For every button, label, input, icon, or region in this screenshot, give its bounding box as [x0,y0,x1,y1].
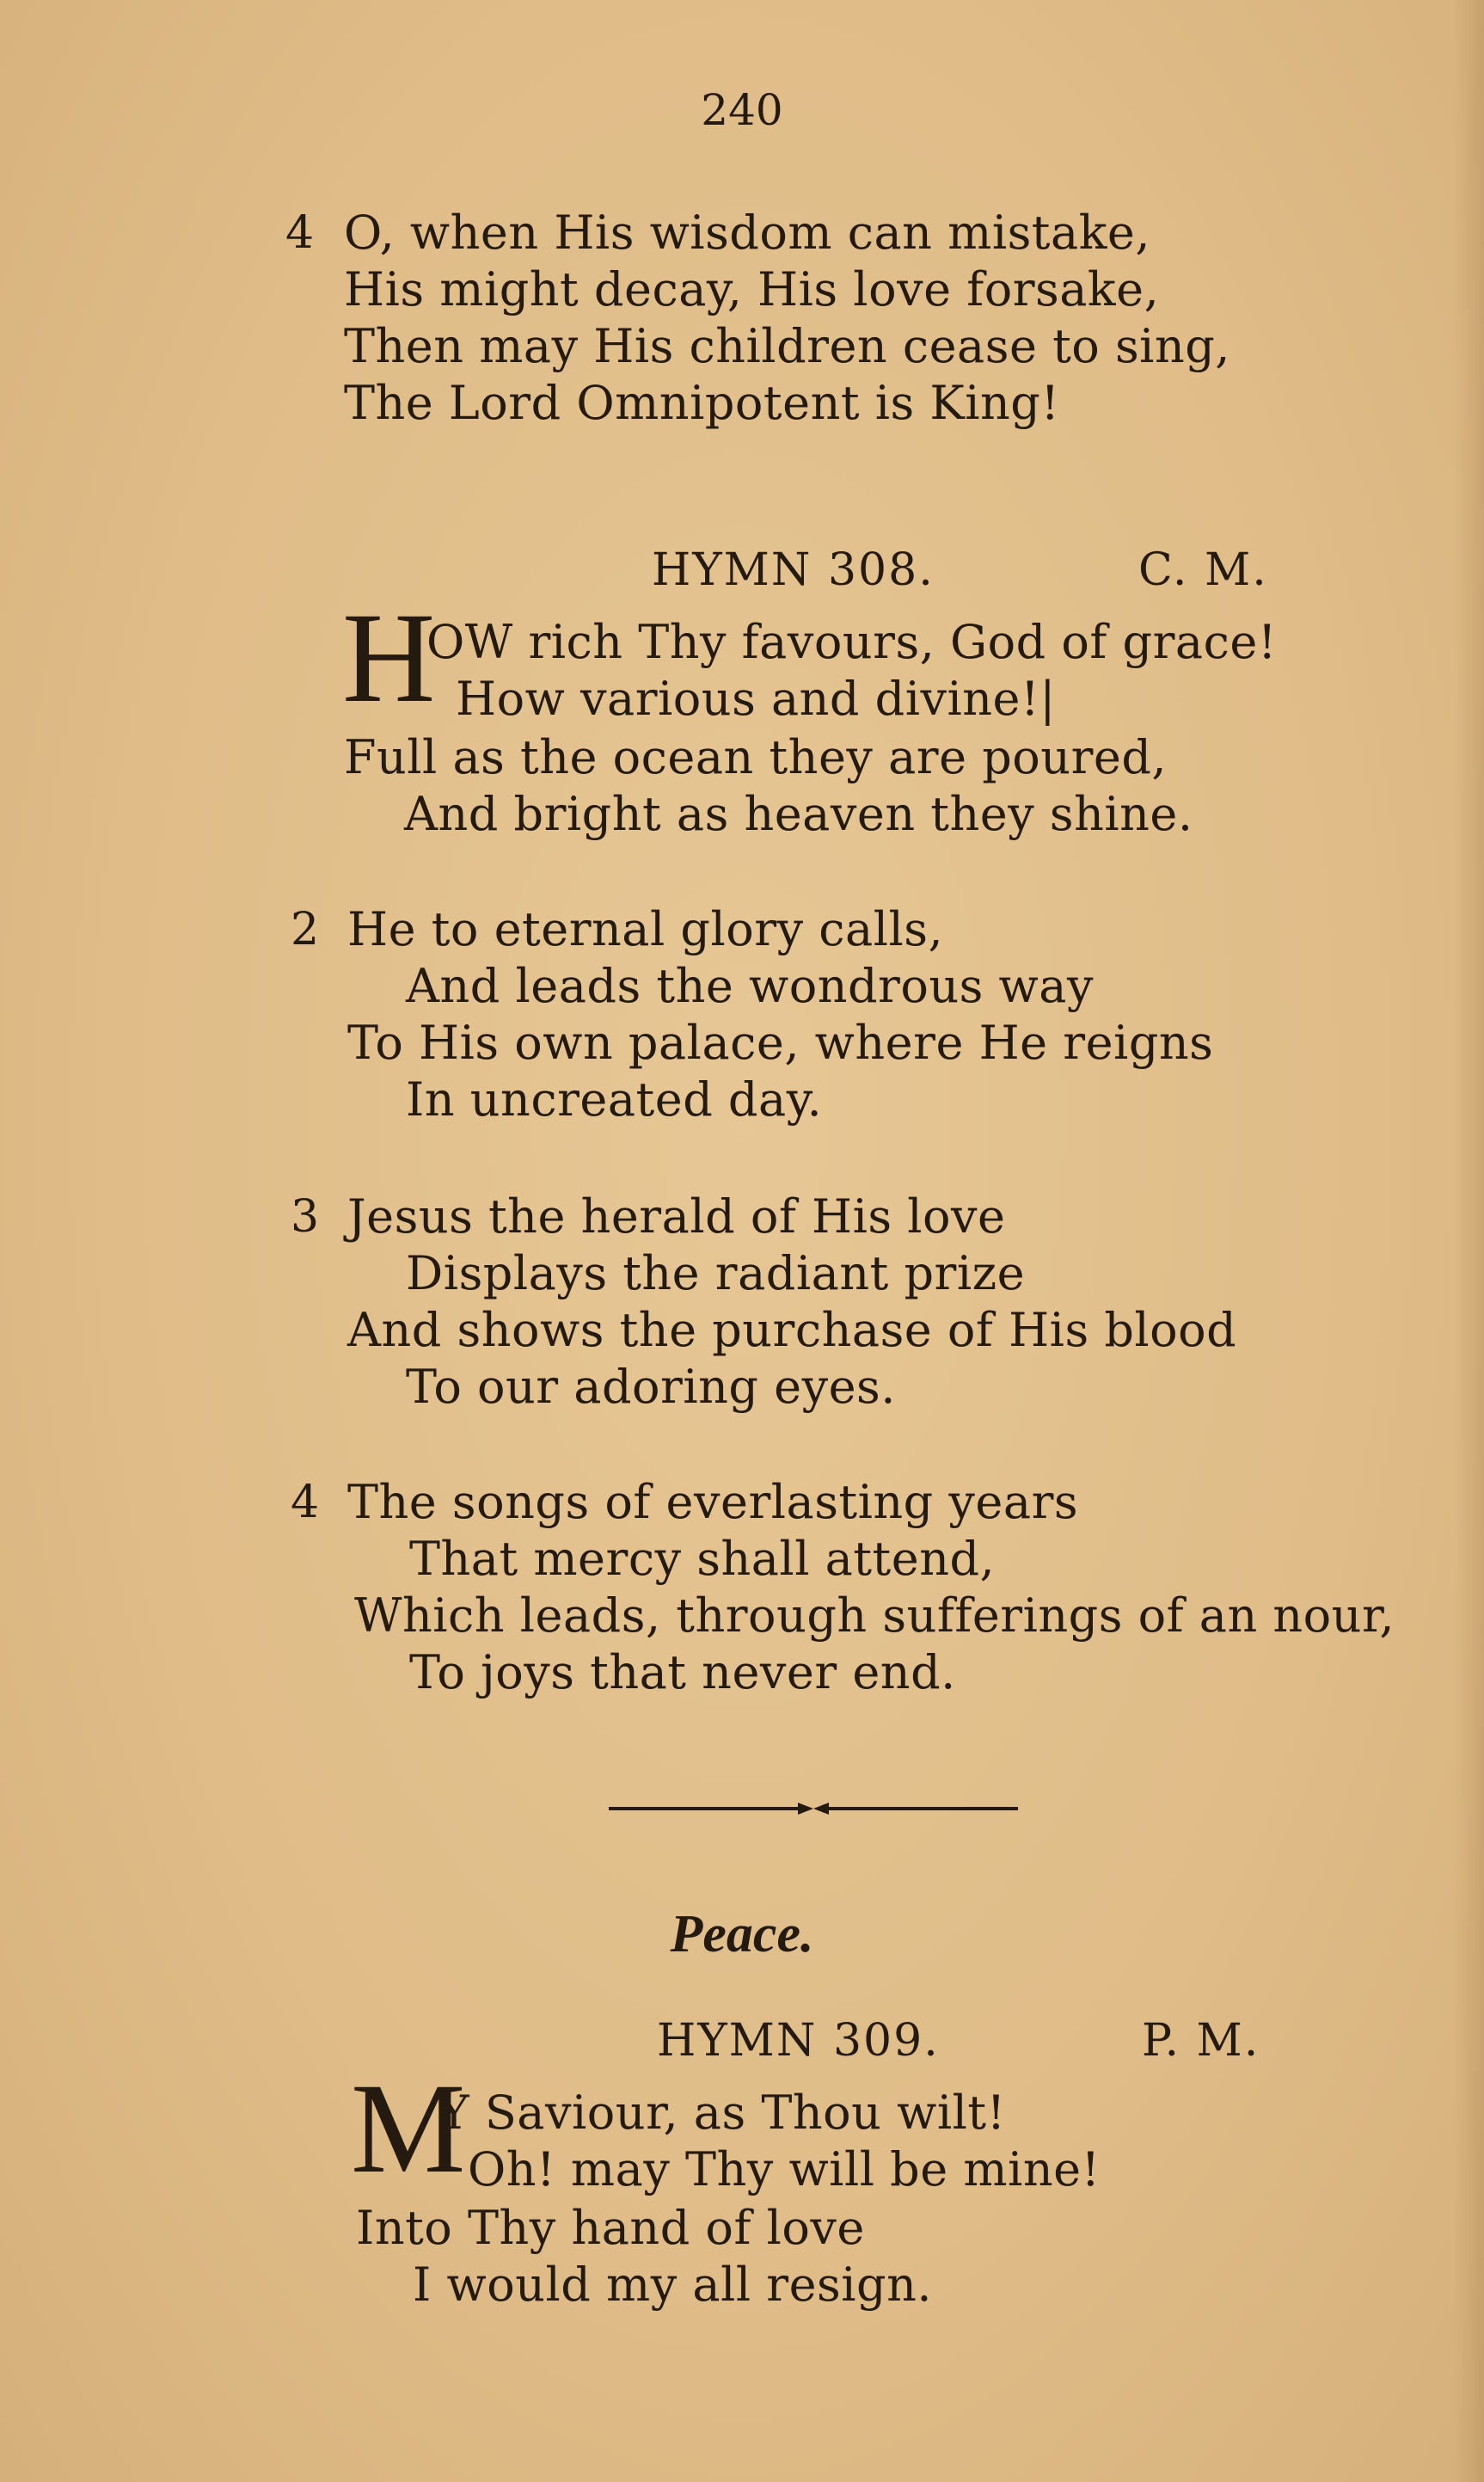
verse-number: 4 [285,207,315,259]
verse-line: I would my all resign. [413,2258,933,2312]
verse-line: To joys that never end. [409,1645,956,1699]
verse-line: How various and divine!| [456,672,1056,726]
verse-line: Full as the ocean they are poured, [344,730,1168,784]
page-edge-shadow [1453,0,1484,2482]
verse-line: And shows the purchase of His blood [347,1303,1237,1357]
verse-line: OW rich Thy favours, God of grace! [426,615,1278,669]
verse-line: The Lord Omnipotent is King! [344,376,1060,430]
verse-line: And bright as heaven they shine. [404,787,1193,841]
page-number: 240 [701,85,783,135]
verse-line: Into Thy hand of love [356,2201,865,2255]
verse-line: In uncreated day. [406,1072,823,1127]
verse-line: He to eternal glory calls, [347,902,944,956]
verse-line: That mercy shall attend, [409,1532,996,1586]
hymn-number-heading: HYMN 309. [657,2015,940,2067]
verse-line: Jesus the herald of His love [347,1189,1006,1244]
verse-line: And leads the wondrous way [406,959,1094,1013]
verse-line: The songs of everlasting years [347,1475,1079,1529]
verse-line: Which leads, through sufferings of an nour, [354,1588,1395,1643]
drop-cap: H [342,587,436,729]
verse-number: 3 [291,1191,320,1243]
drop-cap: M [351,2057,466,2200]
verse-line: To His own palace, where He reigns [347,1016,1214,1070]
verse-line: Displays the radiant prize [406,1246,1026,1300]
hymn-meter: C. M. [1138,544,1268,596]
verse-line: To our adoring eyes. [406,1360,896,1414]
verse-number: 4 [291,1477,320,1528]
hymn-number-heading: HYMN 308. [652,544,935,596]
hymn-meter: P. M. [1142,2015,1260,2067]
ornamental-divider [609,1796,1018,1822]
verse-line: Y Saviour, as Thou wilt! [438,2086,1006,2140]
verse-line: His might decay, His love forsake, [344,262,1160,316]
verse-line: Oh! may Thy will be mine! [468,2142,1101,2196]
verse-number: 2 [291,904,320,955]
verse-line: Then may His children cease to sing, [344,319,1230,373]
section-title: Peace. [670,1905,814,1963]
verse-line: O, when His wisdom can mistake, [344,206,1151,260]
